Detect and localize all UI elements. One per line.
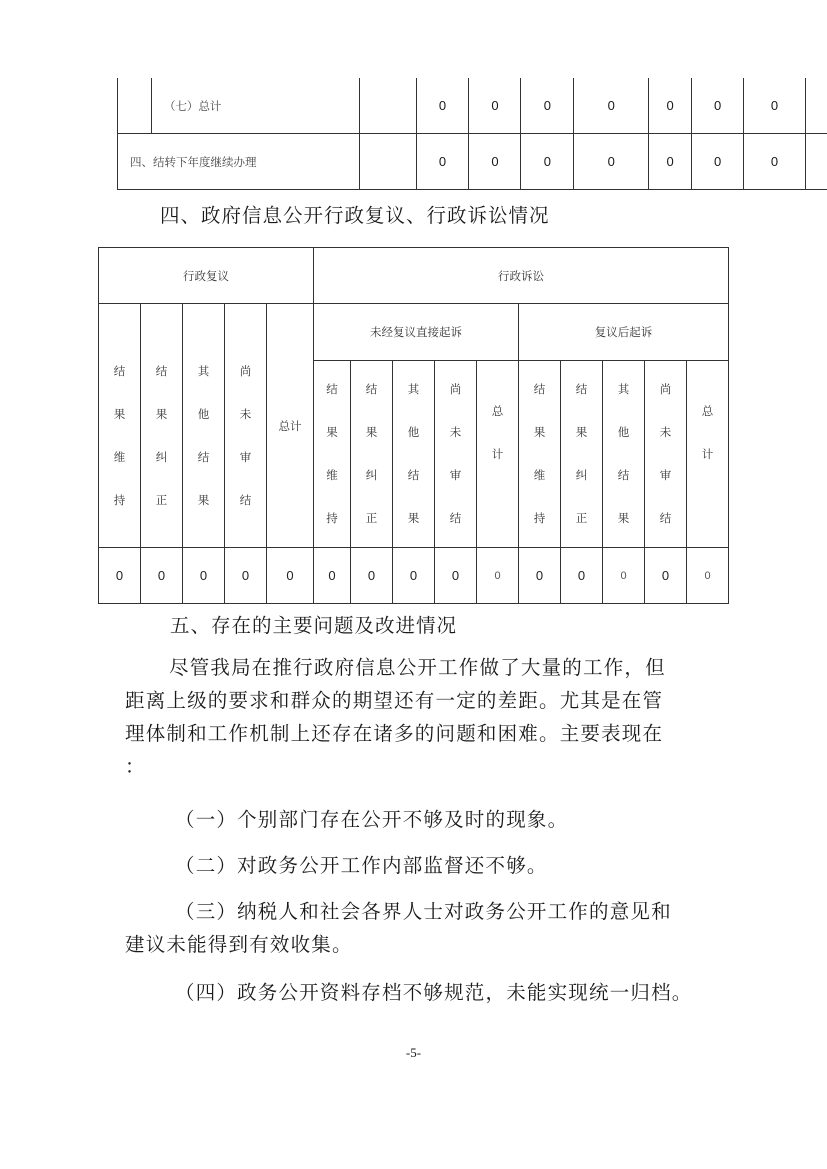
col-corrected: 结 果 纠 正 <box>351 361 393 548</box>
col-corrected: 结 果 纠 正 <box>141 304 183 548</box>
list-item-line: 建议未能得到有效收集。 <box>125 933 353 956</box>
row-label: 四、结转下年度继续办理 <box>118 134 360 190</box>
paragraph-line: ： <box>125 755 146 778</box>
value-cell: 0 <box>469 78 521 134</box>
header-admin-litigation: 行政诉讼 <box>314 248 729 304</box>
list-item-line: （三）纳税人和社会各界人士对政务公开工作的意见和 <box>175 900 672 923</box>
col-maintained: 结 果 维 持 <box>99 304 141 548</box>
value-cell: 0 <box>416 78 469 134</box>
value-cell: 0 <box>692 134 744 190</box>
paragraph-line: 距离上级的要求和群众的期望还有一定的差距。尤其是在管 <box>125 689 664 712</box>
empty-cell <box>359 78 416 134</box>
list-item <box>125 895 715 961</box>
table-subheader-row <box>99 304 729 361</box>
col-maintained: 结 果 维 持 <box>519 361 561 548</box>
value-cell: 0 <box>649 134 692 190</box>
paragraph-line: 理体制和工作机制上还存在诸多的问题和困难。主要表现在 <box>125 722 664 745</box>
header-after-review-suit: 复议后起诉 <box>519 304 729 361</box>
value-cell: 0 <box>416 134 469 190</box>
table-values-row <box>99 548 729 604</box>
value-cell: 0 <box>649 78 692 134</box>
col-pending: 尚 未 审 结 <box>435 361 477 548</box>
value-cell: 0 <box>393 548 435 604</box>
value-cell: 0 <box>521 78 574 134</box>
review-litigation-table <box>98 247 729 604</box>
value-cell: 0 <box>574 78 649 134</box>
value-cell: 0 <box>477 548 519 604</box>
table-row-total <box>118 78 827 134</box>
value-cell: 0 <box>267 548 314 604</box>
list-item: （二）对政务公开工作内部监督还不够。 <box>175 854 548 877</box>
empty-cell <box>805 78 827 134</box>
row-label: （七）总计 <box>151 78 359 134</box>
value-cell: 0 <box>687 548 729 604</box>
empty-cell <box>359 134 416 190</box>
col-total: 总 计 <box>687 361 729 548</box>
header-direct-suit: 未经复议直接起诉 <box>314 304 519 361</box>
col-other: 其 他 结 果 <box>183 304 225 548</box>
list-item: （一）个别部门存在公开不够及时的现象。 <box>175 808 569 831</box>
col-other: 其 他 结 果 <box>393 361 435 548</box>
section-heading: 五、存在的主要问题及改进情况 <box>170 614 458 637</box>
col-maintained: 结 果 维 持 <box>314 361 351 548</box>
paragraph-line: 尽管我局在推行政府信息公开工作做了大量的工作，但 <box>169 656 666 679</box>
value-cell: 0 <box>692 78 744 134</box>
list-item: （四）政务公开资料存档不够规范，未能实现统一归档。 <box>175 981 693 1004</box>
intro-paragraph <box>125 651 705 783</box>
indent-cell <box>118 78 152 134</box>
value-cell: 0 <box>469 134 521 190</box>
col-pending: 尚 未 审 结 <box>225 304 267 548</box>
header-admin-review: 行政复议 <box>99 248 314 304</box>
table-row-carryover <box>118 134 827 190</box>
value-cell: 0 <box>99 548 141 604</box>
empty-cell <box>805 134 827 190</box>
col-total: 总 计 <box>477 361 519 548</box>
section-heading: 四、政府信息公开行政复议、行政诉讼情况 <box>160 204 550 227</box>
value-cell: 0 <box>314 548 351 604</box>
value-cell: 0 <box>744 134 806 190</box>
value-cell: 0 <box>435 548 477 604</box>
value-cell: 0 <box>225 548 267 604</box>
table-header-row <box>99 248 729 304</box>
page-number: -5- <box>405 1045 422 1060</box>
col-pending: 尚 未 审 结 <box>645 361 687 548</box>
statistics-table-continued <box>117 78 827 190</box>
value-cell: 0 <box>574 134 649 190</box>
col-other: 其 他 结 果 <box>603 361 645 548</box>
col-total: 总计 <box>267 304 314 548</box>
value-cell: 0 <box>351 548 393 604</box>
value-cell: 0 <box>603 548 645 604</box>
value-cell: 0 <box>183 548 225 604</box>
value-cell: 0 <box>744 78 806 134</box>
value-cell: 0 <box>141 548 183 604</box>
value-cell: 0 <box>519 548 561 604</box>
value-cell: 0 <box>521 134 574 190</box>
col-corrected: 结 果 纠 正 <box>561 361 603 548</box>
value-cell: 0 <box>645 548 687 604</box>
value-cell: 0 <box>561 548 603 604</box>
